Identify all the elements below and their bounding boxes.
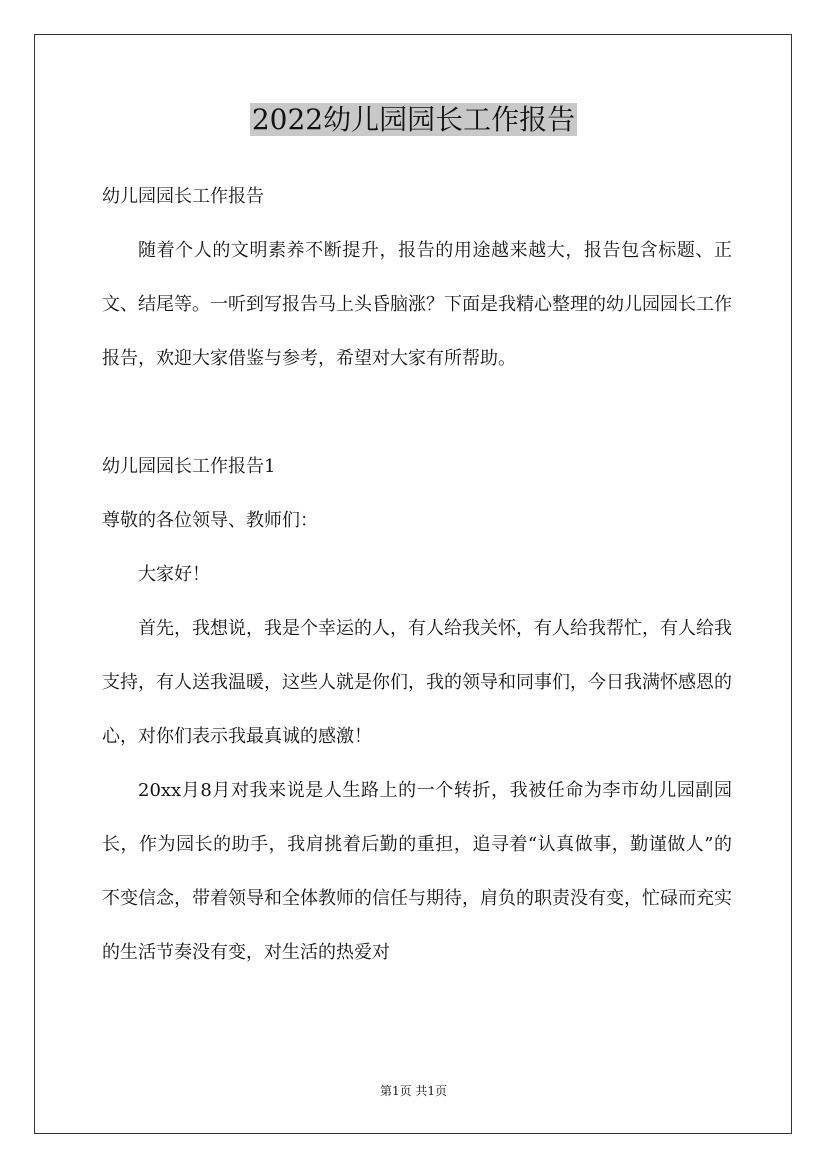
document-title bbox=[0, 100, 827, 140]
blank-line bbox=[102, 386, 732, 440]
document-subtitle: 幼儿园园长工作报告 bbox=[102, 186, 264, 207]
body-paragraph-1: 首先，我想说，我是个幸运的人，有人给我关怀，有人给我帮忙，有人给我支持，有人送我温暖，这些人就是你们，我的领导和同事们，今日我满怀感恩的心，对你们表示我最真诚的感激！ bbox=[102, 618, 732, 747]
greeting: 大家好！ bbox=[138, 564, 210, 585]
body-paragraph-2: 20xx月8月对我来说是人生路上的一个转折，我被任命为李市幼儿园副园长，作为园长的助手，我肩挑着后勤的重担，追寻着“认真做事，勤谨做人”的不变信念，带着领导和全体教师的信任与期待，肩负的职责没有变，忙碌而充实的生活节奏没有变，对生活的热爱对 bbox=[102, 780, 732, 963]
section-heading: 幼儿园园长工作报告1 bbox=[102, 456, 276, 477]
intro-paragraph: 随着个人的文明素养不断提升，报告的用途越来越大，报告包含标题、正文、结尾等。一听到写报告马上头昏脑涨？下面是我精心整理的幼儿园园长工作报告，欢迎大家借鉴与参考，希望对大家有所帮助。 bbox=[102, 240, 732, 369]
document-title-text: 2022幼儿园园长工作报告 bbox=[251, 103, 576, 136]
salutation: 尊敬的各位领导、教师们： bbox=[102, 510, 318, 531]
document-body bbox=[102, 170, 732, 980]
page-number-footer: 第1页 共1页 bbox=[379, 1084, 448, 1098]
